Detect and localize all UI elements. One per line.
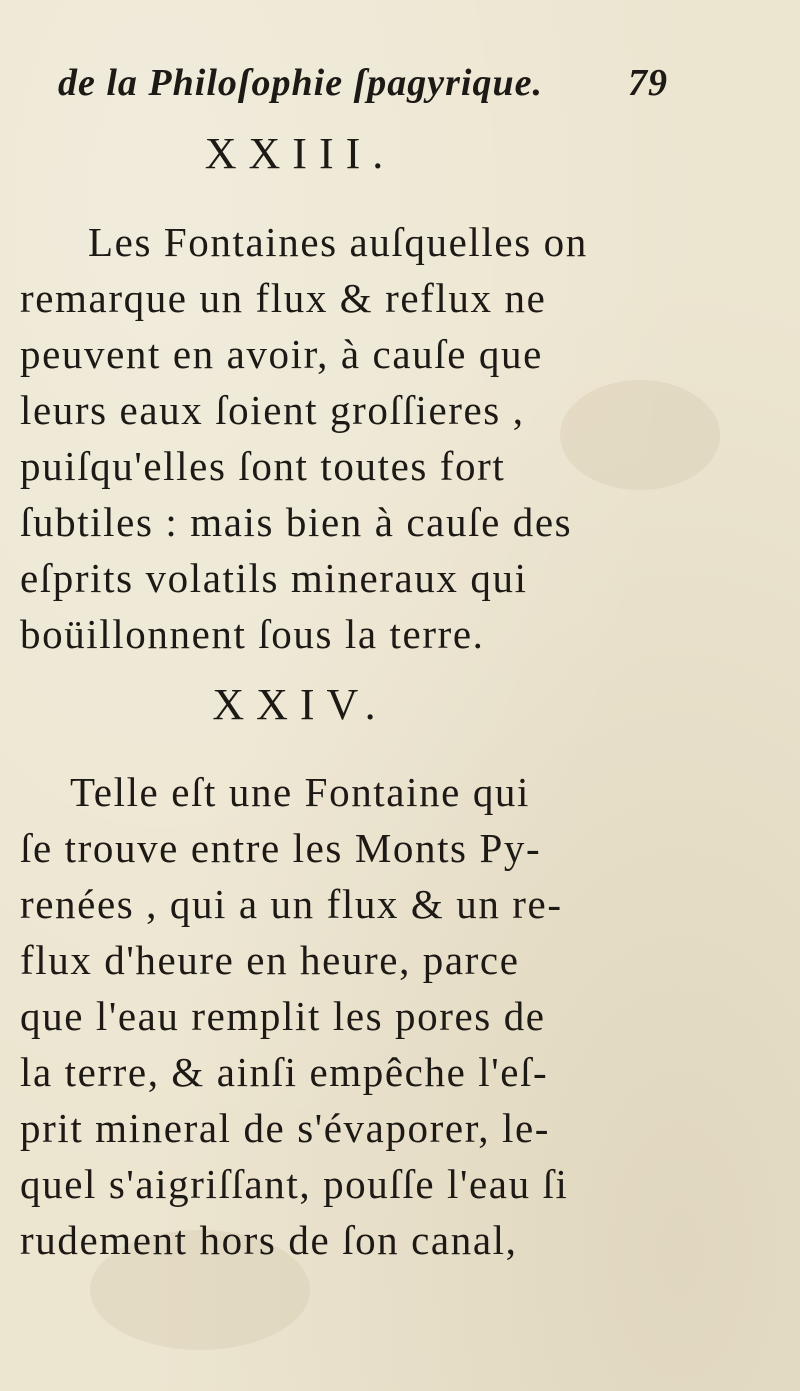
- text-line: Telle eſt une Fontaine qui: [70, 769, 531, 815]
- text-line: quel s'aigriſſant, pouſſe l'eau ſi: [20, 1161, 569, 1207]
- text-line: ſe trouve entre les Monts Py-: [20, 825, 542, 871]
- text-line: peuvent en avoir, à cauſe que: [20, 331, 543, 377]
- section-number: XXIV.: [212, 680, 388, 729]
- text-line: puiſqu'elles ſont toutes fort: [20, 443, 506, 489]
- text-line: remarque un flux & reflux ne: [20, 275, 547, 321]
- text-line: boüillonnent ſous la terre.: [20, 611, 485, 657]
- text-line: leurs eaux ſoient groſſieres ,: [20, 387, 525, 433]
- running-head-title: de la Philoſophie ſpagyrique.: [58, 62, 543, 104]
- text-line: que l'eau remplit les pores de: [20, 993, 546, 1039]
- running-head: [58, 58, 668, 108]
- text-line: ſubtiles : mais bien à cauſe des: [20, 499, 573, 545]
- text-line: eſprits volatils mineraux qui: [20, 555, 528, 601]
- text-line: rudement hors de ſon canal,: [20, 1217, 518, 1263]
- paper-stain: [560, 380, 720, 490]
- section-number: XXIII.: [204, 129, 396, 178]
- text-line: prit mineral de s'évaporer, le-: [20, 1105, 551, 1151]
- text-line: Les Fontaines auſquelles on: [88, 219, 588, 265]
- text-line: la terre, & ainſi empêche l'eſ-: [20, 1049, 549, 1095]
- text-line: flux d'heure en heure, parce: [20, 937, 520, 983]
- text-line: renées , qui a un flux & un re-: [20, 881, 563, 927]
- page-number: 79: [628, 62, 668, 104]
